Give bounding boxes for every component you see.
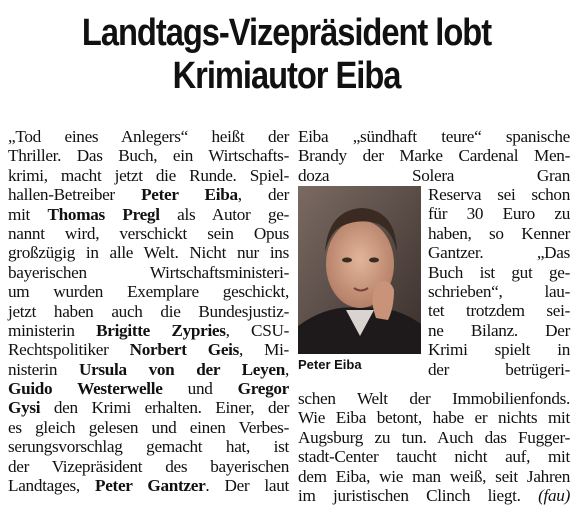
text-line — [428, 301, 570, 320]
author-signature: (fau) — [538, 485, 570, 505]
text-line — [428, 321, 570, 340]
bold-name: Brigitte Zypries — [96, 320, 226, 340]
text-run: den Krimi erhalten. Einer, der — [40, 398, 289, 418]
text-line — [298, 166, 570, 185]
text-line — [428, 243, 570, 262]
text-line — [8, 321, 289, 340]
text-run: Wie Eiba betont, habe er nichts mit — [298, 408, 570, 428]
text-run: stadt-Center taucht nicht auf, mit — [298, 447, 570, 467]
text-run: und — [162, 379, 238, 399]
text-run: um wurden Exemplare geschickt, — [8, 282, 289, 302]
article-headline — [40, 12, 533, 98]
text-line — [8, 379, 289, 398]
text-run: , CSU- — [225, 320, 289, 340]
text-run: schen Welt der Immobilienfonds. — [298, 389, 570, 408]
text-line — [8, 476, 289, 495]
text-line — [8, 205, 289, 224]
text-line — [8, 243, 289, 262]
text-run: jetzt haben auch die Bundesjustiz- — [8, 301, 289, 321]
text-line — [8, 437, 289, 456]
headline-line-1: Landtags-Vizepräsident lobt — [81, 12, 492, 54]
text-run: großzügig in alle Welt. Nicht nur ins — [8, 243, 289, 263]
text-line — [8, 340, 289, 359]
headline-line-2: Krimiautor Eiba — [172, 55, 401, 97]
text-run: der Vizepräsident des bayerischen — [8, 456, 289, 476]
text-run: , Mi- — [239, 340, 289, 360]
text-run: , — [285, 359, 289, 379]
text-line — [298, 447, 570, 466]
text-line — [428, 360, 570, 379]
text-line — [8, 224, 289, 243]
text-line — [8, 360, 289, 379]
text-run: schrieben“, lau- — [428, 281, 570, 301]
bold-name: Ursula von der Leyen — [78, 359, 285, 379]
text-run: bayerischen Wirtschaftsministeri- — [8, 262, 289, 282]
text-run: haben, so Kenner — [428, 223, 570, 243]
text-line — [428, 224, 570, 243]
text-run: nisterin — [8, 359, 79, 379]
text-run: mit — [8, 204, 48, 224]
text-line — [8, 263, 289, 282]
bold-name: Peter Gantzer — [95, 476, 206, 496]
bold-name: Peter Eiba — [141, 185, 238, 205]
text-run: dem Eiba, wie man weiß, seit Jahren — [298, 466, 570, 486]
text-line — [8, 302, 289, 321]
text-line — [428, 204, 570, 223]
text-run: doza Solera Gran — [298, 165, 570, 185]
article-column-right-bottom — [298, 389, 570, 505]
text-line — [8, 457, 289, 476]
text-run: ne Bilanz. Der — [428, 320, 570, 340]
text-line — [298, 486, 570, 505]
bold-name: Gysi — [8, 398, 41, 418]
text-line — [8, 418, 289, 437]
text-line — [428, 263, 570, 282]
text-line — [8, 127, 289, 146]
text-line — [298, 389, 570, 408]
text-run: krimi, macht jetzt die Runde. Spiel- — [8, 165, 289, 185]
text-run: Rechtspolitiker — [8, 340, 130, 360]
photo-caption: Peter Eiba — [298, 357, 362, 372]
text-run: nannt wird, verschickt sein Opus — [8, 223, 289, 243]
text-run: Buch ist gut ge- — [428, 262, 570, 282]
text-run: für 30 Euro zu — [428, 204, 570, 224]
text-run: als Autor ge- — [159, 204, 289, 224]
text-line — [428, 185, 570, 204]
bold-name: Thomas Pregl — [47, 204, 160, 224]
text-run: Krimi spielt in — [428, 340, 570, 360]
bold-name: Gregor — [237, 379, 289, 399]
text-run: . Der laut — [205, 476, 289, 496]
article-column-left — [8, 127, 289, 495]
text-run: Gantzer. „Das — [428, 243, 570, 263]
text-run: „Tod eines Anlegers“ heißt der — [8, 127, 289, 146]
text-run: tet trotzdem sei- — [428, 301, 570, 321]
text-line — [298, 428, 570, 447]
text-run: Reserva sei schon — [428, 185, 570, 204]
text-run: Eiba „sündhaft teure“ spanische — [298, 127, 570, 146]
bold-name: Guido Westerwelle — [8, 379, 163, 399]
text-line — [8, 398, 289, 417]
text-run: der betrügeri- — [428, 359, 570, 379]
text-run: es gleich gelesen und einen Verbes- — [8, 417, 289, 437]
text-run: ministerin — [8, 320, 97, 340]
text-run: Augsburg zu tun. Auch das Fugger- — [298, 427, 570, 447]
text-run: im juristischen Clinch liegt. — [298, 485, 539, 505]
text-run: , der — [237, 185, 289, 205]
text-line — [298, 467, 570, 486]
article-column-right-top — [298, 127, 570, 185]
text-run: serungsvorschlag gemacht hat, ist — [8, 437, 289, 457]
text-run: Landtages, — [8, 476, 95, 496]
text-line — [428, 340, 570, 359]
text-line — [298, 146, 570, 165]
text-line — [8, 146, 289, 165]
text-line — [8, 185, 289, 204]
article-column-right-beside-photo — [428, 185, 570, 379]
text-line — [298, 408, 570, 427]
text-run: Brandy der Marke Cardenal Men- — [298, 146, 570, 166]
text-line — [8, 166, 289, 185]
text-line — [8, 282, 289, 301]
text-line — [428, 282, 570, 301]
bold-name: Norbert Geis — [129, 340, 240, 360]
portrait-photo — [298, 186, 421, 354]
text-run: Thriller. Das Buch, ein Wirtschafts- — [8, 146, 289, 166]
text-run: hallen-Betreiber — [8, 185, 142, 205]
text-line — [298, 127, 570, 146]
